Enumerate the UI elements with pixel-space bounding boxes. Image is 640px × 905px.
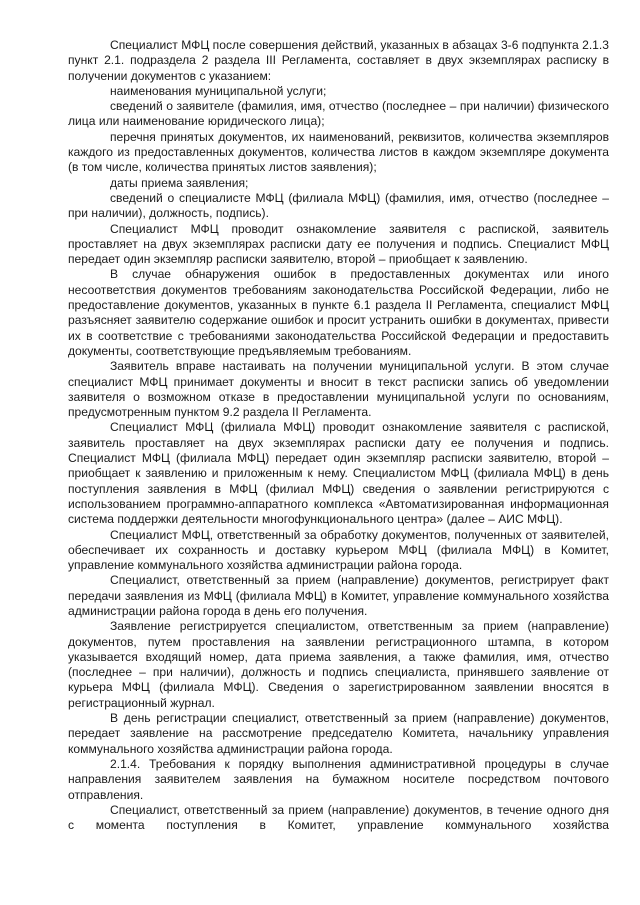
paragraph-receipt-intro: Специалист МФЦ после совершения действий, указанных в абзацах 3-6 подпункта 2.1.3 пункт 2.1. подраздела 2 раздела III Регламента, составляет в двух экземплярах расписку в получении документов с указанием: [68,38,609,83]
paragraph-item-specialist-info: сведений о специалисте МФЦ (филиала МФЦ) (фамилия, имя, отчество (последнее – при наличии), должность, подпись). [68,190,609,221]
paragraph-transfer-registration: Специалист, ответственный за прием (направление) документов, регистрирует факт передачи заявления из МФЦ (филиала МФЦ) в Комитет, управление коммунального хозяйства администрации района города в день его получения. [68,573,609,618]
paragraph-handover-to-head: В день регистрации специалист, ответственный за прием (направление) документов, передает заявление на рассмотрение председателю Комитета, начальнику управления коммунального хозяйства администрации района города. [68,711,609,756]
document-page [68,38,609,833]
paragraph-applicant-insists: Заявитель вправе настаивать на получении муниципальной услуги. В этом случае специалист МФЦ принимает документы и вносит в текст расписки запись об уведомлении заявителя о возможном отказе в предоставлении муниципальной услуги по основаниям, предусмотренным пунктом 9.2 раздела II Регламента. [68,359,609,420]
paragraph-item-applicant-info: сведений о заявителе (фамилия, имя, отчество (последнее – при наличии) физического лица или наименование юридического лица); [68,99,609,129]
paragraph-courier-delivery: Специалист МФЦ, ответственный за обработку документов, полученных от заявителей, обеспечивает их сохранность и доставку курьером МФЦ (филиала МФЦ) в Комитет, управление коммунального хозяйства администрации района города. [68,527,609,573]
paragraph-item-documents-list: перечня принятых документов, их наименований, реквизитов, количества экземпляров каждого из предоставленных документов, количества листов в каждом экземпляре документа (в том числе, количества принятых листов заявления); [68,129,609,175]
paragraph-mail-processing: Специалист, ответственный за прием (направление) документов, в течение одного дня с момента поступления в Комитет, управление коммунального хозяйства [68,802,609,833]
paragraph-item-application-date: даты приема заявления; [110,175,249,190]
paragraph-receipt-signing: Специалист МФЦ проводит ознакомление заявителя с распиской, заявитель проставляет на двух экземплярах расписки дату ее получения и подпись. Специалист МФЦ передает один экземпляр расписки заявителю, второй – приобщает к заявлению. [68,221,609,267]
paragraph-item-service-name: наименования муниципальной услуги; [110,83,327,98]
paragraph-stamp-registration: Заявление регистрируется специалистом, ответственным за прием (направление) документов, путем проставления на заявлении регистрационного штампа, в котором указывается входящий номер, дата приема заявления, а также фамилия, имя, отчество (последнее – при наличии), должность и подпись специалиста, принявшего заявление от курьера МФЦ (филиала МФЦ). Сведения о зарегистрированном заявлении вносятся в регистрационный журнал. [68,619,609,710]
paragraph-mfc-registration: Специалист МФЦ (филиала МФЦ) проводит ознакомление заявителя с распиской, заявитель проставляет на двух экземплярах расписки дату ее получения и подпись. Специалист МФЦ (филиала МФЦ) передает один экземпляр расписки заявителю, второй – приобщает к заявлению и приложенным к нему. Специалистом МФЦ (филиала МФЦ) в день поступления заявления в МФЦ (филиал МФЦ) сведения о заявлении регистрируются с использованием программно-аппаратного комплекса «Автоматизированная информационная система поддержки деятельности многофункционального центра» (далее – АИС МФЦ). [68,420,609,527]
paragraph-section-2-1-4: 2.1.4. Требования к порядку выполнения административной процедуры в случае направления заявителем заявления на бумажном носителе посредством почтового отправления. [68,756,609,802]
paragraph-errors-found: В случае обнаружения ошибок в предоставленных документах или иного несоответствия документов требованиям законодательства Российской Федерации, либо не предоставление документов, указанных в пункте 6.1 раздела II Регламента, специалист МФЦ разъясняет заявителю содержание ошибок и просит устранить ошибки в документах, привести их в соответствие с требованиями законодательства Российской Федерации и предоставить документы, соответствующие предъявляемым требованиям. [68,267,609,358]
